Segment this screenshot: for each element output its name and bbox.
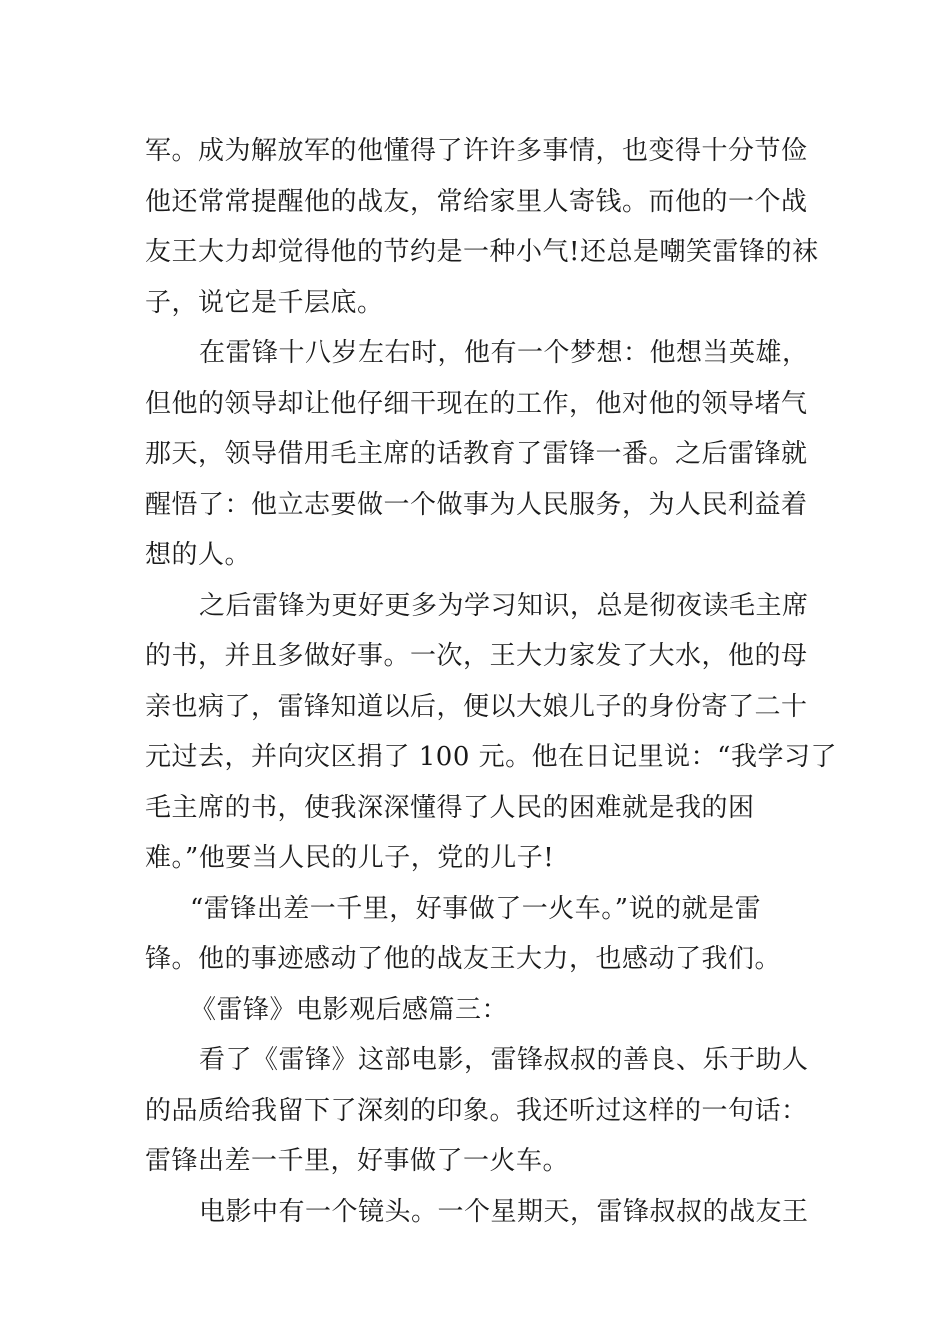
text-line: 在雷锋十八岁左右时，他有一个梦想：他想当英雄， [199,338,809,368]
text-line: 他还常常提醒他的战友，常给家里人寄钱。而他的一个战 [145,186,808,217]
text-line: 难。”他要当人民的儿子，党的儿子! [145,843,555,873]
text-line: 那天，领导借用毛主席的话教育了雷锋一番。之后雷锋就 [145,439,808,469]
text-line: 军。成为解放军的他懂得了许许多事情，也变得十分节俭 [145,136,808,166]
text-line: 友王大力却觉得他的节约是一种小气!还总是嘲笑雷锋的袜 [145,237,819,267]
text-line: 想的人。 [145,540,252,570]
text-line: 亲也病了，雷锋知道以后，便以大娘儿子的身份寄了二十 [145,691,808,722]
text-line: 但他的领导却让他仔细干现在的工作，他对他的领导堵气 [145,388,808,419]
text-line: 子，说它是千层底。 [145,287,384,318]
text-line: 雷锋出差一千里，好事做了一火车。 [145,1146,570,1176]
text-line: “雷锋出差一千里，好事做了一火车。”说的就是雷 [190,893,762,924]
text-line: 的书，并且多做好事。一次，王大力家发了大水，他的母 [145,641,808,671]
document-body [145,126,837,1237]
text-line: 锋。他的事迹感动了他的战友王大力，也感动了我们。 [145,944,782,974]
text-line: 醒悟了：他立志要做一个做事为人民服务，为人民利益着 [145,489,808,520]
text-line: 毛主席的书，使我深深懂得了人民的困难就是我的困 [145,792,755,823]
text-line: 之后雷锋为更好更多为学习知识，总是彻夜读毛主席 [199,590,809,621]
text-line: 看了《雷锋》这部电影，雷锋叔叔的善良、乐于助人 [199,1045,809,1075]
text-line: 的品质给我留下了深刻的印象。我还听过这样的一句话： [145,1095,808,1126]
text-line: 元过去，并向灾区捐了 100 元。他在日记里说：“我学习了 [145,742,837,772]
text-line: 电影中有一个镜头。一个星期天，雷锋叔叔的战友王 [199,1196,809,1227]
section-heading: 《雷锋》电影观后感篇三： [190,994,509,1025]
